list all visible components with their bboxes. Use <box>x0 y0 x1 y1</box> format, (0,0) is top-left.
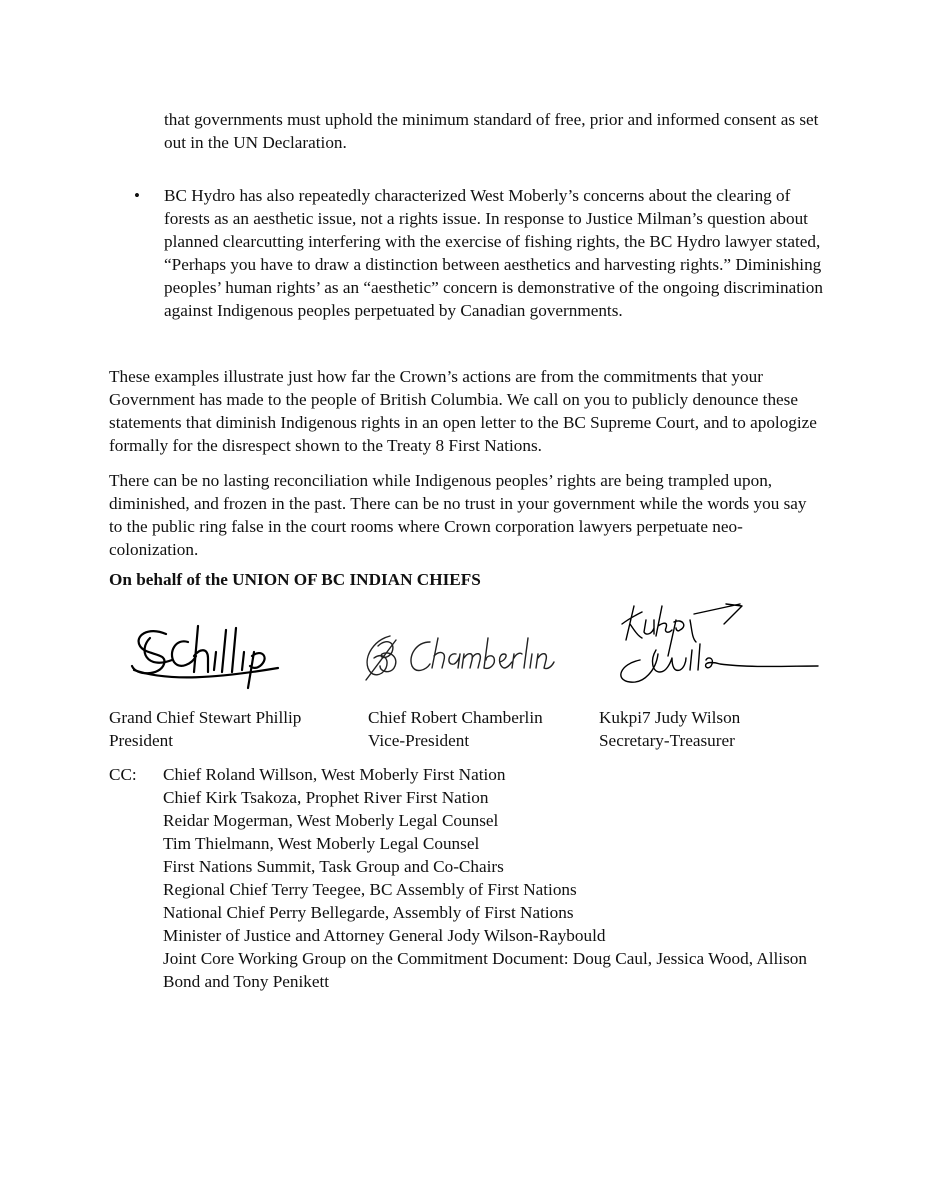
cc-list <box>163 763 823 993</box>
signatory-name: Grand Chief Stewart Phillip <box>109 708 302 727</box>
signatory-phillip <box>109 706 349 752</box>
signature-wilson <box>600 600 820 690</box>
cc-recipient: Regional Chief Terry Teegee, BC Assembly of First Nations <box>163 880 577 899</box>
paragraph-examples: These examples illustrate just how far the Crown’s actions are from the commitments that your Government has made to the people of British Columbia. We call on you to publicly denounce these statements that diminish Indigenous rights in an open letter to the BC Supreme Court, and to apologize formally for the disrespect shown to the Treaty 8 First Nations. <box>109 367 817 455</box>
signature-phillip <box>128 612 288 690</box>
cc-recipient: Joint Core Working Group on the Commitment Document: Doug Caul, Jessica Wood, Allison Bond and Tony Penikett <box>163 949 807 991</box>
cc-recipient: Reidar Mogerman, West Moberly Legal Counsel <box>163 811 499 830</box>
bullet-marker: • <box>134 186 140 205</box>
cc-recipient: National Chief Perry Bellegarde, Assembly of First Nations <box>163 903 574 922</box>
cc-recipient: First Nations Summit, Task Group and Co-Chairs <box>163 857 504 876</box>
cc-label: CC: <box>109 765 137 784</box>
on-behalf-heading: On behalf of the UNION OF BC INDIAN CHIEFS <box>109 570 481 589</box>
cc-recipient: Minister of Justice and Attorney General Jody Wilson-Raybould <box>163 926 606 945</box>
signatory-title: President <box>109 731 173 750</box>
cc-recipient: Chief Roland Willson, West Moberly First Nation <box>163 765 506 784</box>
signatory-name: Kukpi7 Judy Wilson <box>599 708 741 727</box>
signatory-title: Secretary-Treasurer <box>599 731 735 750</box>
bullet-text: BC Hydro has also repeatedly characterized West Moberly’s concerns about the clearing of forests as an aesthetic issue, not a rights issue. In response to Justice Milman’s question about planned clearcutting interfering with the exercise of fishing rights, the BC Hydro lawyer stated, “Perhaps you have to draw a distinction between aesthetics and harvesting rights.” Diminishing peoples’ human rights’ as an “aesthetic” concern is demonstrative of the ongoing discrimination against Indigenous peoples perpetuated by Canadian governments. <box>164 186 823 320</box>
cc-recipient: Chief Kirk Tsakoza, Prophet River First Nation <box>163 788 489 807</box>
signatory-chamberlin <box>368 706 608 752</box>
signatory-wilson <box>599 706 839 752</box>
signatory-title: Vice-President <box>368 731 470 750</box>
paragraph-reconciliation: There can be no lasting reconciliation while Indigenous peoples’ rights are being trampled upon, diminished, and frozen in the past. There can be no trust in your government while the words you say to the public ring false in the court rooms where Crown corporation lawyers perpetuate neo-colonization. <box>109 471 807 559</box>
signatory-name: Chief Robert Chamberlin <box>368 708 543 727</box>
cc-recipient: Tim Thielmann, West Moberly Legal Counsel <box>163 834 480 853</box>
continuation-text: that governments must uphold the minimum standard of free, prior and informed consent as set out in the UN Declaration. <box>164 110 819 152</box>
signature-chamberlin <box>360 628 560 684</box>
